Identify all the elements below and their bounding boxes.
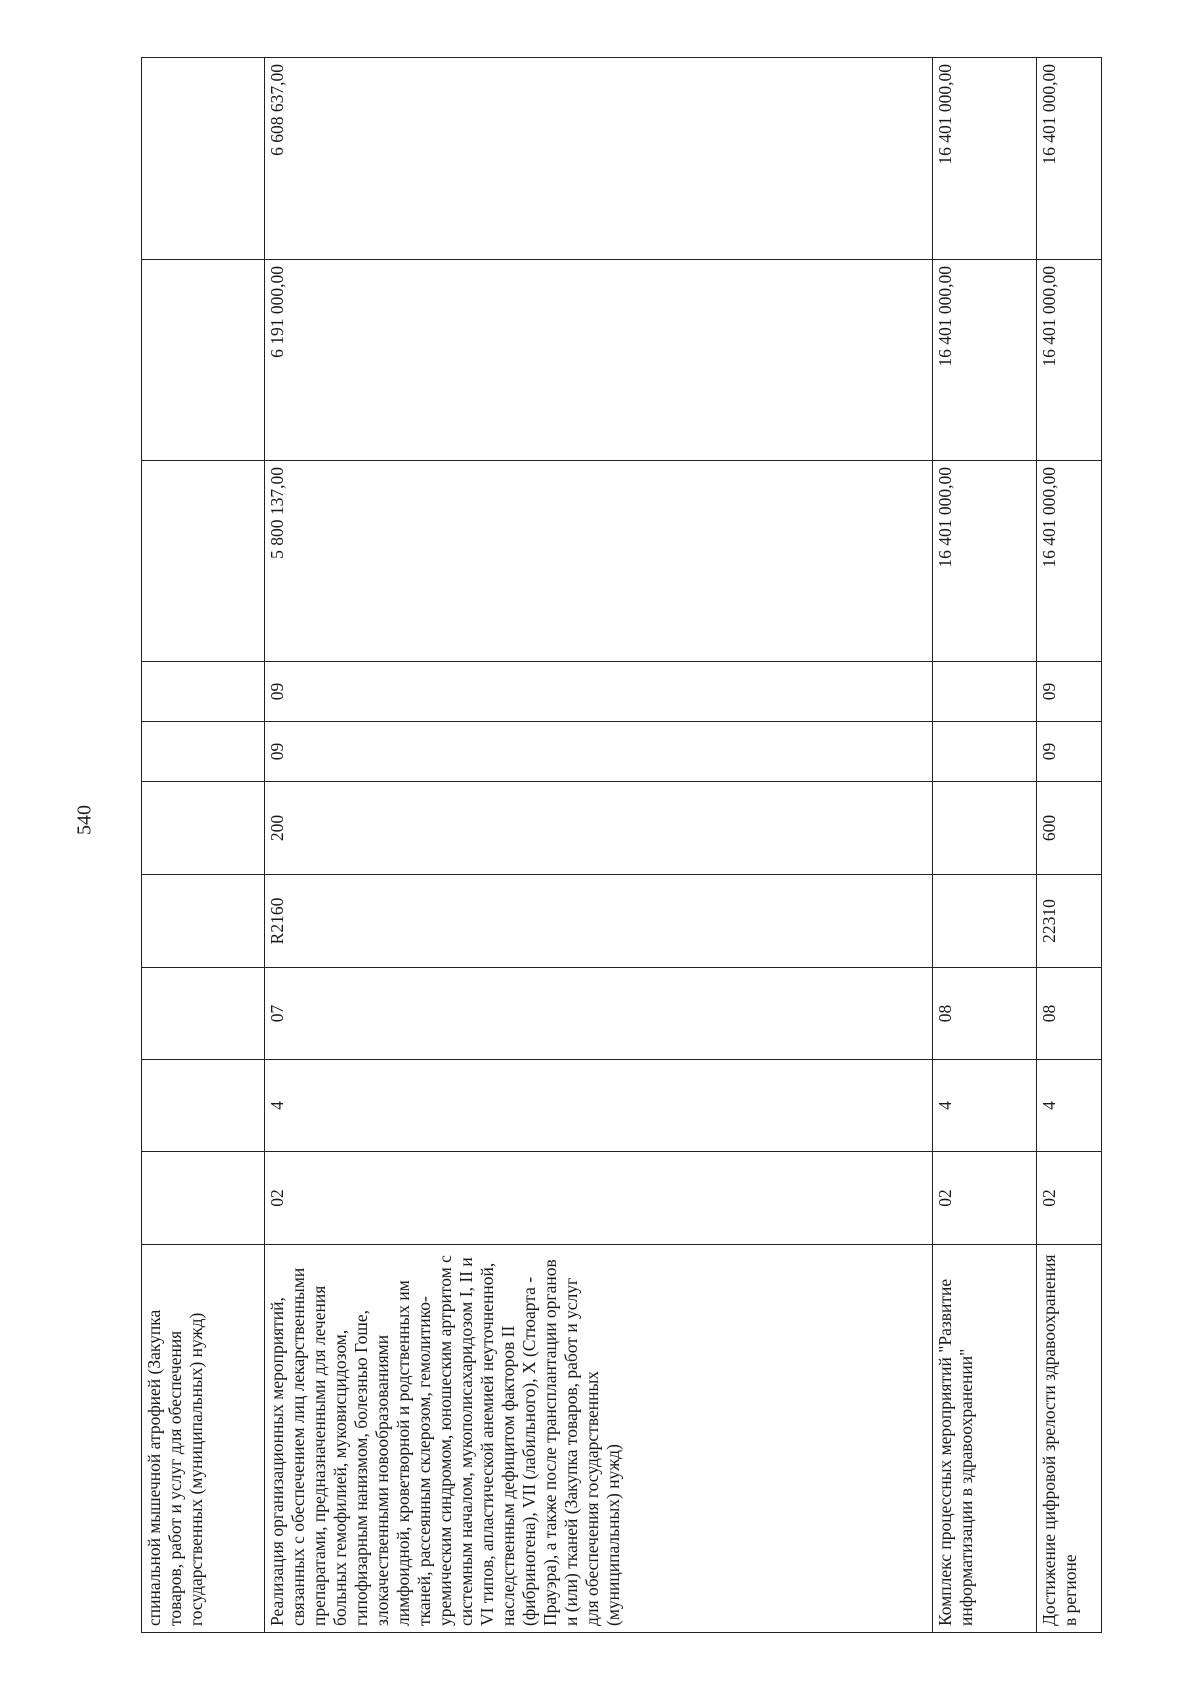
page-number: 540 xyxy=(73,805,96,835)
row-description: спинальной мышечной атрофией (Закупка товаров, работ и услуг для обеспечения государственных (муниципальных) нужд) xyxy=(142,1245,265,1633)
section-cell xyxy=(933,722,1037,782)
expense-type-cell xyxy=(142,782,265,875)
table-row xyxy=(933,58,1037,1633)
amount-year2-cell xyxy=(142,260,265,461)
subprogram-code-cell: 4 xyxy=(265,1060,933,1152)
measure-code-cell xyxy=(142,968,265,1060)
rotated-table-container xyxy=(141,58,1101,1633)
program-code-cell: 02 xyxy=(1037,1152,1102,1245)
direction-code-cell: 22310 xyxy=(1037,875,1102,968)
subsection-cell: 09 xyxy=(1037,662,1102,722)
amount-year2-cell: 6 191 000,00 xyxy=(265,260,933,461)
amount-year1-cell: 16 401 000,00 xyxy=(1037,461,1102,662)
amount-year3-cell: 6 608 637,00 xyxy=(265,58,933,260)
direction-code-cell xyxy=(933,875,1037,968)
amount-year3-cell: 16 401 000,00 xyxy=(933,58,1037,260)
amount-year3-cell xyxy=(142,58,265,260)
budget-table xyxy=(141,57,1102,1633)
subsection-cell: 09 xyxy=(265,662,933,722)
amount-year3-cell: 16 401 000,00 xyxy=(1037,58,1102,260)
program-code-cell: 02 xyxy=(933,1152,1037,1245)
subsection-cell xyxy=(142,662,265,722)
amount-year1-cell: 5 800 137,00 xyxy=(265,461,933,662)
row-description: Комплекс процессных мероприятий "Развитие информатизации в здравоохранении" xyxy=(933,1245,1037,1633)
table-row xyxy=(1037,58,1102,1633)
direction-code-cell xyxy=(142,875,265,968)
row-description: Реализация организационных мероприятий, связанных с обеспечением лиц лекарственными препаратами, предназначенными для лечения больных гемофилией, муковисцидозом, гипофизарным нанизмом, болезнью Гоше, злокачественными новообразованиями лимфоидной, кроветворной и родственных им тканей, рассеянным склерозом, гемолитико-уремическим синдромом, юношеским артритом с системным началом, мукополисахаридозом I, II и VI типов, апластической анемией неуточненной, наследственным дефицитом факторов II (фибриногена), VII (лабильного), X (Стюарта - Прауэра), а также после трансплантации органов и (или) тканей (Закупка товаров, работ и услуг для обеспечения государственных (муниципальных) нужд) xyxy=(265,1245,933,1633)
subprogram-code-cell: 4 xyxy=(1037,1060,1102,1152)
expense-type-cell: 600 xyxy=(1037,782,1102,875)
section-cell: 09 xyxy=(1037,722,1102,782)
row-description: Достижение цифровой зрелости здравоохранения в регионе xyxy=(1037,1245,1102,1633)
subprogram-code-cell: 4 xyxy=(933,1060,1037,1152)
amount-year2-cell: 16 401 000,00 xyxy=(933,260,1037,461)
section-cell xyxy=(142,722,265,782)
table-row xyxy=(142,58,265,1633)
measure-code-cell: 08 xyxy=(1037,968,1102,1060)
subprogram-code-cell xyxy=(142,1060,265,1152)
amount-year1-cell: 16 401 000,00 xyxy=(933,461,1037,662)
subsection-cell xyxy=(933,662,1037,722)
direction-code-cell: R2160 xyxy=(265,875,933,968)
section-cell: 09 xyxy=(265,722,933,782)
program-code-cell xyxy=(142,1152,265,1245)
amount-year1-cell xyxy=(142,461,265,662)
expense-type-cell xyxy=(933,782,1037,875)
amount-year2-cell: 16 401 000,00 xyxy=(1037,260,1102,461)
measure-code-cell: 07 xyxy=(265,968,933,1060)
table-row xyxy=(265,58,933,1633)
measure-code-cell: 08 xyxy=(933,968,1037,1060)
expense-type-cell: 200 xyxy=(265,782,933,875)
program-code-cell: 02 xyxy=(265,1152,933,1245)
